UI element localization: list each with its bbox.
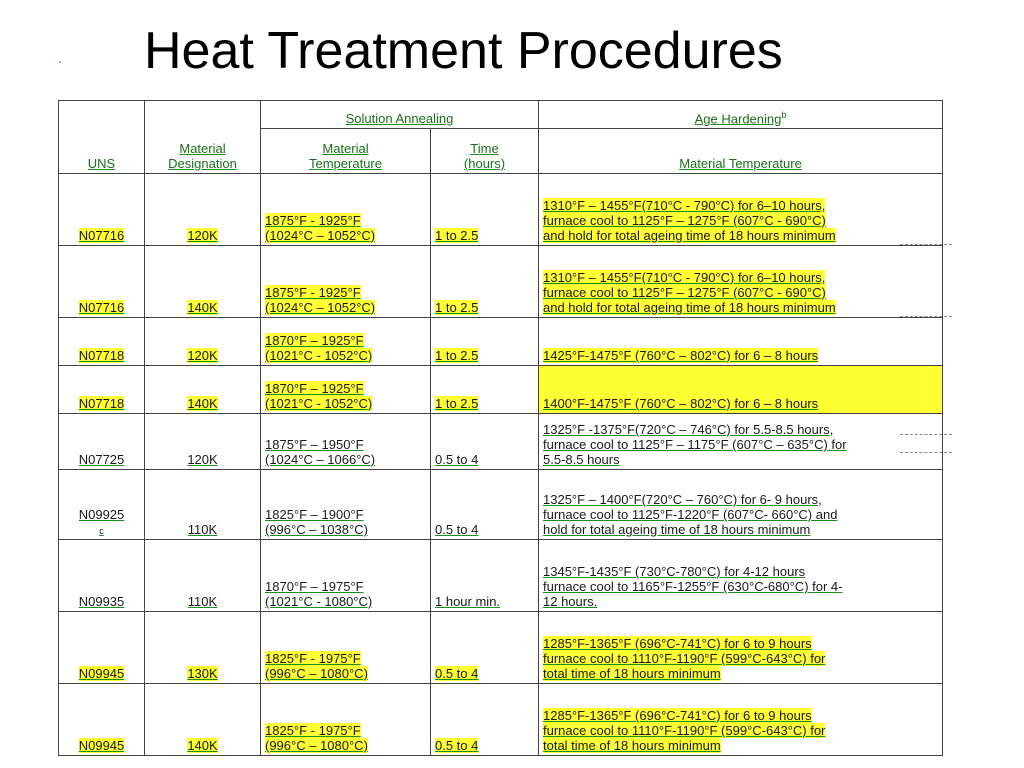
cell-uns: N09935: [59, 540, 145, 612]
cell-sa-temperature: 1870°F – 1975°F (1021°C - 1080°C): [261, 540, 431, 612]
cell-sa-time: 1 to 2.5: [431, 366, 539, 414]
cell-ah-temperature: 1400°F-1475°F (760°C – 802°C) for 6 – 8 hours: [539, 366, 943, 414]
cell-sa-time: 0.5 to 4: [431, 470, 539, 540]
cell-ah-temperature: 1425°F-1475°F (760°C – 802°C) for 6 – 8 hours: [539, 318, 943, 366]
table-row: [59, 174, 943, 246]
header-solution-annealing: Solution Annealing: [261, 101, 539, 129]
cell-designation: 120K: [145, 318, 261, 366]
header-uns: UNS: [59, 101, 145, 174]
cell-sa-temperature: 1875°F - 1925°F (1024°C – 1052°C): [261, 174, 431, 246]
divider-dashed: [900, 316, 952, 317]
cell-designation: 140K: [145, 366, 261, 414]
cell-designation: 130K: [145, 612, 261, 684]
cell-designation: 140K: [145, 684, 261, 756]
cell-sa-time: 1 to 2.5: [431, 318, 539, 366]
table-row: [59, 612, 943, 684]
divider-dashed: [900, 244, 952, 245]
cell-ah-temperature: 1285°F-1365°F (696°C-741°C) for 6 to 9 hours furnace cool to 1110°F-1190°F (599°C-643°C) for total time of 18 hours minimum: [539, 612, 943, 684]
table-row: [59, 246, 943, 318]
cell-uns: N07718: [59, 366, 145, 414]
cell-designation: 120K: [145, 414, 261, 470]
header-sa-material-temperature: Material Temperature: [261, 129, 431, 174]
header-material-designation: Material Designation: [145, 101, 261, 174]
table-row: [59, 470, 943, 540]
cell-sa-time: 0.5 to 4: [431, 612, 539, 684]
table-row: [59, 414, 943, 470]
cell-uns: N09945: [59, 612, 145, 684]
table-row: [59, 684, 943, 756]
cell-designation: 110K: [145, 470, 261, 540]
cell-sa-temperature: 1825°F - 1975°F (996°C – 1080°C): [261, 612, 431, 684]
bullet-mark: .: [58, 50, 62, 66]
cell-ah-temperature: 1310°F – 1455°F(710°C - 790°C) for 6–10 hours, furnace cool to 1125°F – 1275°F (607°C - 690°C) and hold for total ageing time of 18 hours minimum: [539, 246, 943, 318]
cell-uns: N09945: [59, 684, 145, 756]
cell-designation: 140K: [145, 246, 261, 318]
cell-sa-time: 1 hour min.: [431, 540, 539, 612]
cell-sa-temperature: 1875°F - 1925°F (1024°C – 1052°C): [261, 246, 431, 318]
cell-uns: N07718: [59, 318, 145, 366]
table-row: [59, 366, 943, 414]
header-sa-time: Time (hours): [431, 129, 539, 174]
cell-sa-temperature: 1875°F – 1950°F (1024°C – 1066°C): [261, 414, 431, 470]
cell-uns: N07725: [59, 414, 145, 470]
cell-sa-time: 1 to 2.5: [431, 246, 539, 318]
heat-treatment-table: [58, 100, 943, 756]
cell-sa-temperature: 1870°F – 1925°F (1021°C - 1052°C): [261, 318, 431, 366]
cell-sa-time: 0.5 to 4: [431, 414, 539, 470]
cell-designation: 120K: [145, 174, 261, 246]
divider-dashed: [900, 434, 952, 435]
cell-ah-temperature: 1285°F-1365°F (696°C-741°C) for 6 to 9 hours furnace cool to 1110°F-1190°F (599°C-643°C) for total time of 18 hours minimum: [539, 684, 943, 756]
cell-uns: N07716: [59, 246, 145, 318]
cell-sa-time: 1 to 2.5: [431, 174, 539, 246]
cell-uns: N09925 c: [59, 470, 145, 540]
header-ah-material-temperature: Material Temperature: [539, 129, 943, 174]
cell-sa-temperature: 1825°F – 1900°F (996°C – 1038°C): [261, 470, 431, 540]
table-row: [59, 540, 943, 612]
cell-sa-temperature: 1825°F - 1975°F (996°C – 1080°C): [261, 684, 431, 756]
cell-designation: 110K: [145, 540, 261, 612]
header-age-hardening: Age Hardening$^b$: [539, 101, 943, 129]
table-row: [59, 318, 943, 366]
cell-ah-temperature: 1325°F – 1400°F(720°C – 760°C) for 6- 9 hours, furnace cool to 1125°F-1220°F (607°C- 660°C) and hold for total ageing time of 18 hours minimum: [539, 470, 943, 540]
cell-ah-temperature: 1345°F-1435°F (730°C-780°C) for 4-12 hours furnace cool to 1165°F-1255°F (630°C-680°C) for 4- 12 hours.: [539, 540, 943, 612]
cell-sa-time: 0.5 to 4: [431, 684, 539, 756]
cell-ah-temperature: 1310°F – 1455°F(710°C - 790°C) for 6–10 hours, furnace cool to 1125°F – 1275°F (607°C - 690°C) and hold for total ageing time of 18 hours minimum: [539, 174, 943, 246]
cell-ah-temperature: 1325°F -1375°F(720°C – 746°C) for 5.5-8.5 hours, furnace cool to 1125°F – 1175°F (607°C – 635°C) for 5.5-8.5 hours: [539, 414, 943, 470]
cell-sa-temperature: 1870°F – 1925°F (1021°C - 1052°C): [261, 366, 431, 414]
cell-uns: N07716: [59, 174, 145, 246]
divider-dashed: [900, 452, 952, 453]
slide-title: Heat Treatment Procedures: [144, 22, 783, 80]
